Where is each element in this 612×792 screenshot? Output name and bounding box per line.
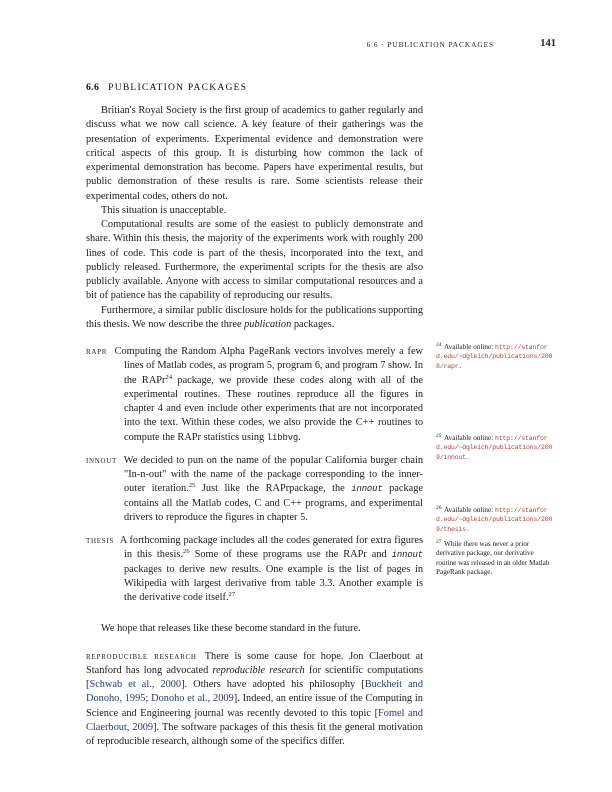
margin-note-label-25: Available online:: [444, 434, 495, 442]
innout-text-a: We decided to pun on the name of the popular California burger chain "In-n-out" with the name of the package corresponding to the inner-outer iteration.: [123, 454, 424, 495]
innout-n1: 5: [300, 511, 306, 523]
rapr-code: libbvg: [266, 432, 299, 443]
margin-note-24: [436, 343, 554, 371]
paragraph-computational: [86, 218, 423, 304]
rapr-text-e: package, we provide these codes along with all of the experimental routines. These routines reproduce all the figures in chapter: [124, 374, 424, 414]
thesis-text-d: . Another example is the derivative code itself.: [124, 577, 423, 603]
margin-note-26: [436, 506, 554, 534]
running-header-title: 6.6 · PUBLICATION PACKAGES: [366, 40, 494, 49]
thesis-text-c: packages to derive new results. One example is the list of pages in Wikipedia with largest derivative from table: [124, 563, 423, 589]
section-title: PUBLICATION PACKAGES: [108, 82, 248, 93]
rr-text-c: ]. Others have adopted his philosophy [: [181, 679, 365, 690]
citation-schwab[interactable]: Schwab et al., 2000: [89, 679, 182, 690]
rapr-text-d: show. In the RAPr: [124, 360, 423, 386]
spacer: [86, 332, 423, 345]
margin-note-marker-27: 27: [436, 539, 442, 545]
margin-note-url-25[interactable]: http://stanford.edu/~dgleich/publications/2009/innout.: [436, 435, 553, 461]
margin-note-label-26: Available online:: [444, 506, 495, 514]
margin-note-marker-24: 24: [436, 342, 442, 348]
spacer: [86, 637, 423, 650]
paragraph-disclosure: [86, 304, 423, 333]
citation-fomel-claerbout[interactable]: Fomel and Claerbout, 2009: [86, 707, 423, 733]
citation-buckheit-donoho[interactable]: Buckheit and Donoho, 1995: [86, 679, 424, 705]
rapr-n4: 4: [157, 403, 163, 414]
rr-text-f: ]. The software packages of this thesis fit the general motivation of reproducible research, although some of the specifics differ.: [86, 721, 423, 747]
rr-text-a: There is some cause for hope. Jon Claerbout at Stanford has long advocated: [86, 650, 423, 676]
rapr-n2: 6: [314, 360, 320, 372]
margin-note-text-27: While there was never a prior derivative package, our derivative routine was released in an older Matlab PageRank package.: [436, 540, 550, 577]
para3-number: 200: [407, 233, 423, 245]
footnote-marker-26: 26: [183, 548, 190, 556]
section-number: 6.6: [86, 82, 100, 93]
rapr-text-c: , and program: [319, 360, 381, 372]
rapr-n1: 5: [266, 360, 272, 372]
footnote-marker-24: 24: [165, 373, 173, 381]
innout-italic: innout: [351, 484, 383, 495]
thesis-text-a: A forthcoming package includes all the codes generated for extra figures in this thesis.: [119, 535, 423, 561]
para4-part-a: Furthermore, a similar public disclosure holds for the publications supporting this thesis. We now describe the three: [86, 304, 423, 330]
package-item-rapr: [86, 345, 423, 445]
rapr-text-g: .: [298, 431, 301, 443]
page-number: 141: [540, 38, 556, 49]
para3-part-a: Computational results are some of the easiest to publicly demonstrate and share. Within this thesis, the majority of the experiments work with roughly: [86, 219, 423, 245]
paragraph-unacceptable: This situation is unacceptable.: [101, 204, 227, 216]
paragraph-intro: Britian's Royal Society is the first group of academics to gather regularly and discuss what we now call science. A key feature of their gatherings was the presentation of experiments. Experimental evidence and demonstration were critical aspects of this group. It is disturbing how common the lack of experimental demonstration has become. Papers have experimental results, but public demonstration of these results is rare. Some scientists release their experimental codes, others do not.: [86, 105, 423, 202]
margin-note-27: [436, 540, 554, 578]
rr-text-d: ;: [145, 693, 152, 705]
package-term-innout: innout: [86, 454, 118, 466]
reproducible-research-head: reproducible research: [86, 650, 197, 662]
section-heading: [86, 82, 247, 93]
package-item-innout: [86, 454, 423, 525]
margin-note-url-24[interactable]: http://stanford.edu/~dgleich/publications/2008/rapr.: [436, 344, 553, 370]
running-header: [86, 38, 556, 52]
innout-text-d: .: [305, 511, 308, 523]
footnote-marker-25: 25: [188, 482, 196, 490]
rapr-text-b: , program: [271, 360, 315, 372]
rr-italic-a: reproducible research: [212, 664, 305, 676]
rr-text-b: for scientific computations [: [86, 664, 423, 690]
rapr-n3: 7: [380, 360, 386, 372]
thesis-n1: 3.3: [319, 577, 333, 589]
margin-note-label-24: Available online:: [444, 343, 495, 351]
package-term-rapr: rapr: [86, 346, 108, 357]
main-text-column: [86, 104, 423, 749]
margin-note-url-26[interactable]: http://stanford.edu/~dgleich/publications/2009/thesis.: [436, 507, 553, 533]
rapr-text-f: and even include other experiments that are not incorporated into the text. Within these codes, we also provide the C++ routines to compute the RAPr statistics using: [124, 403, 423, 443]
para3-part-b: lines of code. This code is part of the thesis, incorporated into the text, and publicly released. Furthermore, the experimental scripts for the thesis are also publicly available. Anyone with access to similar computational resources and a bit of patience has the capability of reproducing our results.: [86, 247, 423, 302]
paragraph-reproducible-research: [86, 650, 423, 750]
innout-text-b: Just like the RAPrpackage, the: [195, 483, 352, 495]
package-item-thesis: [86, 534, 423, 605]
margin-note-marker-26: 26: [436, 505, 442, 511]
package-list: [86, 345, 423, 605]
innout-text-c: package contains all the Matlab codes, C and C++ programs, and experimental drivers to reproduce the figures in chapter: [124, 483, 423, 523]
margin-note-25: [436, 434, 554, 462]
paragraph-closing: We hope that releases like these become standard in the future.: [101, 623, 361, 635]
package-term-thesis: thesis: [86, 535, 114, 546]
thesis-text-b: Some of these programs use the RAPr and: [189, 549, 392, 561]
margin-note-marker-25: 25: [436, 433, 442, 439]
rr-text-e: ]. Indeed, an entire issue of the Computing in Science and Engineering journal was recently devoted to this topic [: [86, 693, 423, 719]
spacer: [86, 614, 423, 622]
thesis-italic: innout: [391, 550, 423, 561]
rapr-text-a: Computing the Random Alpha PageRank vectors involves merely a few lines of Matlab codes, as program: [114, 346, 424, 372]
para4-part-b: packages.: [291, 318, 335, 330]
footnote-marker-27: 27: [228, 591, 236, 598]
para4-italic: publication: [244, 318, 292, 330]
citation-donoho[interactable]: Donoho et al., 2009: [151, 693, 234, 705]
